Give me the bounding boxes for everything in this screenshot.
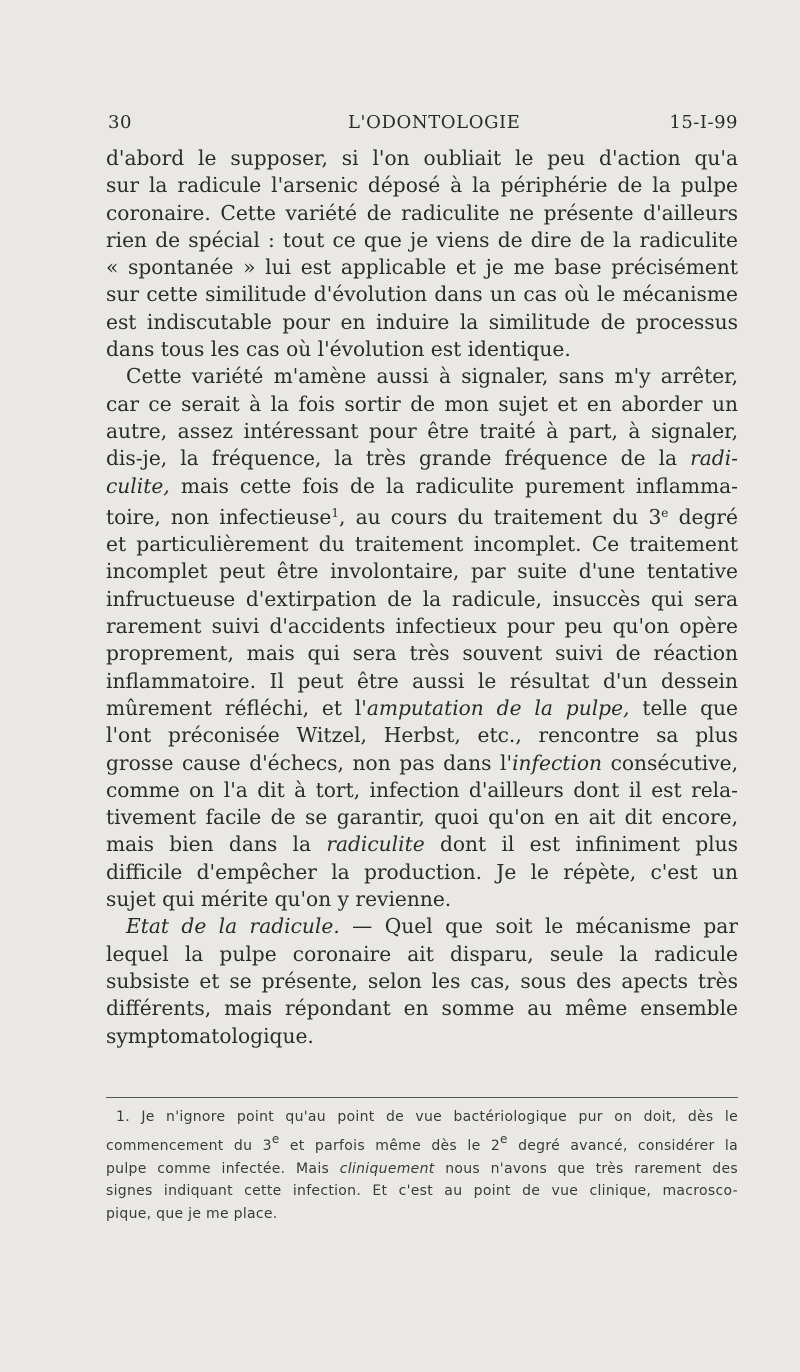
text-line [106,831,738,858]
italic-term: culite, [106,473,170,498]
italic-term: radi- [690,446,738,471]
text-line: différents, mais répondant en somme au même ensemble [106,996,738,1021]
text-segment: commencement du 3 [106,1138,272,1155]
text-segment: , au cours du traitement du 3 [338,504,662,529]
text-line: autre, assez intéressant pour être traité à part, à signaler, [106,418,738,443]
italic-term: infection [512,750,602,775]
text-line [106,750,738,777]
footnote-line [106,1128,738,1157]
text-segment: pulpe comme infectée. Mais [106,1160,340,1177]
text-line: inflammatoire. Il peut être aussi le résultat d'un dessein [106,668,738,693]
footnote-line: pique, que je me place. [106,1205,278,1222]
text-segment: telle que [629,695,738,720]
text-segment: toire, non infectieuse [106,504,332,529]
text-line: car ce serait à la fois sortir de mon sujet et en aborder un [106,391,738,416]
italic-term: cliniquement [339,1160,435,1177]
text-segment: dis-je, la fréquence, la très grande fréquence de la [106,446,678,471]
italic-term: radiculite [326,832,425,857]
text-line: comme on l'a dit à tort, infection d'ailleurs dont il est rela- [106,777,738,802]
text-segment: dont il est infiniment plus [424,832,738,857]
text-line: l'ont préconisée Witzel, Herbst, etc., rencontre sa plus [106,723,738,748]
text-segment: degré [668,504,738,529]
text-line: et particulièrement du traitement incomplet. Ce traitement [106,532,738,557]
section-heading: Etat de la radicule. [126,914,340,939]
text-segment: mûrement réfléchi, et l' [106,695,367,720]
ordinal-superscript: e [661,505,669,520]
running-header [108,112,738,142]
text-line: sujet qui mérite qu'on y revienne. [106,887,452,912]
text-line: Cette variété m'amène aussi à signaler, sans m'y arrêter, [126,364,738,389]
text-line: incomplet peut être involontaire, par suite d'une tentative [106,559,738,584]
text-segment: grosse cause d'échecs, non pas dans l' [106,750,513,775]
text-line: est indiscutable pour en induire la similitude de processus [106,309,738,334]
footnote [106,1106,738,1225]
footnote-marker: 1 [331,505,339,520]
text-line: tivement facile de se garantir, quoi qu'on en ait dit encore, [106,805,738,830]
text-line: sur la radicule l'arsenic déposé à la périphérie de la pulpe [106,173,738,198]
text-line: rien de spécial : tout ce que je viens de dire de la radiculite [106,227,738,252]
footnote-line: signes indiquant cette infection. Et c'est au point de vue clinique, macrosco- [106,1183,738,1200]
text-line: rarement suivi d'accidents infectieux pour peu qu'on opère [106,614,738,639]
text-line: d'abord le supposer, si l'on oubliait le peu d'action qu'a [106,146,738,170]
text-line [106,473,738,500]
text-line: lequel la pulpe coronaire ait disparu, seule la radicule [106,941,738,966]
footnote-divider [106,1097,738,1098]
text-line: coronaire. Cette variété de radiculite ne présente d'ailleurs [106,200,738,225]
text-line: subsiste et se présente, selon les cas, sous des apects très [106,968,738,993]
text-line: « spontanée » lui est applicable et je me base précisément [106,255,738,280]
text-segment: — Quel que soit le mécanisme par [339,914,738,939]
text-line: difficile d'empêcher la production. Je le répète, c'est un [106,859,738,884]
footnote-line: 1. Je n'ignore point qu'au point de vue bactériologique pur on doit, dès le [116,1109,738,1125]
page-number: 30 [108,112,132,133]
text-line [106,913,738,940]
footnote-line [106,1158,738,1180]
text-segment: mais cette fois de la radiculite purement inflamma- [180,473,738,498]
text-line [106,445,738,472]
text-segment: mais bien dans la [106,832,327,857]
text-line: sur cette similitude d'évolution dans un cas où le mécanisme [106,282,738,307]
text-line [106,500,738,531]
ordinal-superscript: e [271,1132,280,1147]
text-line: infructueuse d'extirpation de la radicule, insuccès qui sera [106,586,738,611]
issue-date: 15-I-99 [669,112,738,133]
text-line: symptomatologique. [106,1023,314,1048]
text-line: dans tous les cas où l'évolution est identique. [106,337,571,362]
text-segment: consécutive, [602,750,738,775]
text-line [106,695,738,722]
text-segment: degré avancé, considérer la [507,1138,738,1155]
text-segment: et parfois même dès le 2 [279,1138,501,1155]
journal-title: L'ODONTOLOGIE [348,112,521,133]
text-segment: nous n'avons que très rarement des [434,1160,738,1177]
italic-term: amputation de la pulpe, [366,695,630,720]
main-text [106,145,738,1050]
ordinal-superscript: e [500,1132,508,1147]
text-line: proprement, mais qui sera très souvent suivi de réaction [106,641,738,666]
